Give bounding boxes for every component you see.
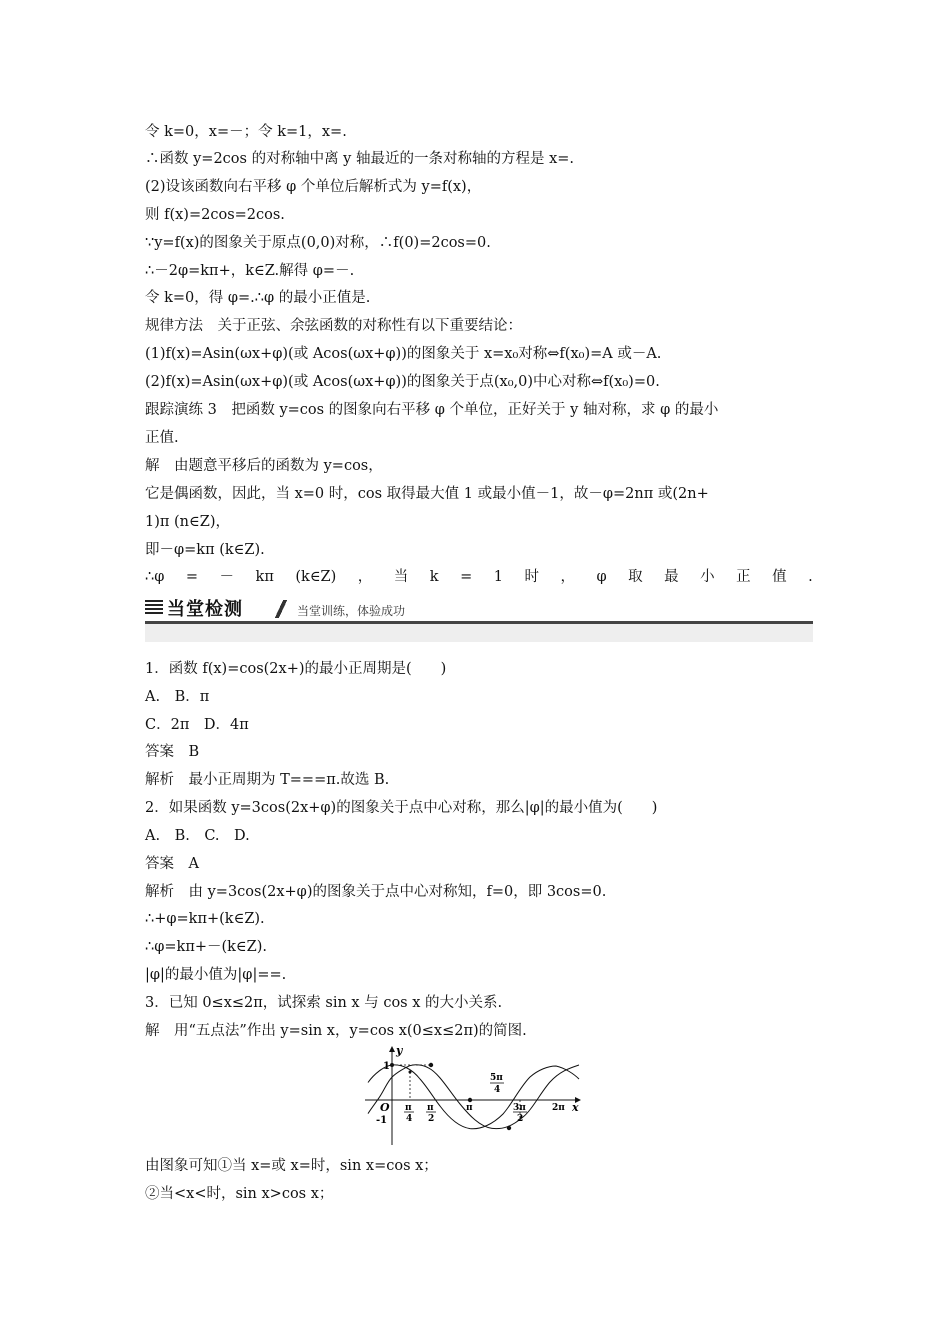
question-2: 2．如果函数 y=3cos(2x+φ)的图象关于点中心对称，那么|φ|的最小值为( ) bbox=[145, 800, 658, 816]
key-point bbox=[468, 1098, 472, 1102]
justified-token: . bbox=[808, 569, 813, 585]
justified-token: 取 bbox=[628, 569, 643, 585]
text-line: ∴φ=kπ+－(k∈Z). bbox=[145, 939, 268, 955]
text-line: (2)f(x)=Asin(ωx+φ)(或 Acos(ωx+φ))的图象关于点(x₀,0)中心对称⇔f(x₀)=0. bbox=[145, 374, 660, 390]
slash-icon bbox=[275, 600, 287, 618]
text-line: 令 k=0，得 φ=.∴φ 的最小正值是. bbox=[145, 290, 371, 306]
analysis-line: 解析 由 y=3cos(2x+φ)的图象关于点中心对称知，f=0，即 3cos=0. bbox=[145, 884, 607, 900]
text-line: ∴+φ=kπ+(k∈Z). bbox=[145, 911, 265, 927]
justified-token: kπ bbox=[255, 569, 274, 585]
text-line: 则 f(x)=2cos=2cos. bbox=[145, 207, 285, 223]
text-line: 1)π (n∈Z)， bbox=[145, 514, 230, 530]
justified-token: 1 bbox=[493, 569, 503, 585]
y-tick-1: 1 bbox=[383, 1061, 390, 1072]
text-line: 由图象可知①当 x=或 x=时，sin x=cos x； bbox=[145, 1158, 438, 1174]
text-line: 即－φ=kπ (k∈Z). bbox=[145, 542, 265, 558]
justified-token: ∴φ bbox=[145, 569, 165, 585]
text-line: 正值. bbox=[145, 430, 179, 446]
justified-token: 时 bbox=[524, 569, 539, 585]
text-line: ∵y=f(x)的图象关于原点(0,0)对称，∴f(0)=2cos=0. bbox=[145, 235, 491, 251]
justified-token: 最 bbox=[664, 569, 679, 585]
practice-heading: 跟踪演练 3 把函数 y=cos 的图象向右平移 φ 个单位，正好关于 y 轴对称，求 φ 的最小 bbox=[145, 402, 719, 418]
justified-token: － bbox=[219, 569, 235, 585]
text-line: ∴－2φ=kπ+，k∈Z.解得 φ=－. bbox=[145, 263, 355, 279]
text-line: |φ|的最小值为|φ|==. bbox=[145, 967, 287, 983]
justified-token: = bbox=[460, 569, 473, 585]
text-line: ②当<x<时，sin x>cos x； bbox=[145, 1186, 334, 1202]
justified-line bbox=[145, 567, 813, 587]
cos-curve bbox=[368, 1065, 579, 1129]
analysis-line: 解析 最小正周期为 T===π.故选 B. bbox=[145, 772, 390, 788]
solution-line: 解 用“五点法”作出 y=sin x，y=cos x(0≤x≤2π)的简图. bbox=[145, 1023, 527, 1039]
tick-3pi-over-2-den: 2 bbox=[517, 1114, 524, 1124]
tick-pi-over-2-num: π bbox=[427, 1103, 434, 1113]
tick-3pi-over-2-num: 3π bbox=[513, 1103, 526, 1113]
stripes-icon bbox=[145, 600, 163, 618]
tick-5pi-over-4-num: 5π bbox=[490, 1073, 503, 1083]
section-band bbox=[145, 624, 813, 642]
section-header bbox=[145, 598, 813, 622]
sin-cos-graph bbox=[360, 1040, 590, 1150]
y-axis-arrow-icon bbox=[389, 1046, 395, 1052]
text-line: 解 由题意平移后的函数为 y=cos， bbox=[145, 458, 383, 474]
justified-token: 正 bbox=[736, 569, 751, 585]
tick-5pi-over-4-den: 4 bbox=[494, 1085, 501, 1095]
justified-token: (k∈Z) bbox=[295, 569, 337, 585]
text-line: 令 k=0，x=－；令 k=1，x=. bbox=[145, 124, 347, 140]
options-line: A. B．π bbox=[145, 689, 210, 705]
answer-line: 答案 B bbox=[145, 744, 200, 760]
origin-label: O bbox=[380, 1101, 390, 1114]
key-point bbox=[409, 1071, 412, 1074]
text-line: ∴函数 y=2cos 的对称轴中离 y 轴最近的一条对称轴的方程是 x=. bbox=[145, 151, 575, 167]
tick-pi-over-4-den: 4 bbox=[406, 1114, 413, 1124]
justified-token: = bbox=[185, 569, 199, 585]
key-point bbox=[390, 1063, 394, 1067]
tick-2pi: 2π bbox=[552, 1103, 565, 1113]
sin-curve bbox=[368, 1065, 579, 1129]
tick-pi-over-4-num: π bbox=[405, 1103, 412, 1113]
justified-token: ， bbox=[560, 569, 575, 585]
key-point bbox=[429, 1063, 433, 1067]
key-point bbox=[507, 1126, 511, 1130]
justified-token: 当 bbox=[393, 569, 409, 585]
tick-pi-over-2-den: 2 bbox=[428, 1114, 435, 1124]
justified-token: k bbox=[429, 569, 439, 585]
question-1: 1．函数 f(x)=cos(2x+)的最小正周期是( ) bbox=[145, 661, 447, 677]
y-tick-neg1: -1 bbox=[376, 1115, 388, 1126]
justified-token: ， bbox=[357, 569, 373, 585]
text-line: (1)f(x)=Asin(ωx+φ)(或 Acos(ωx+φ))的图象关于 x=x₀对称⇔f(x₀)=A 或－A. bbox=[145, 346, 662, 362]
options-line: A. B. C. D. bbox=[145, 828, 250, 844]
y-axis-label: y bbox=[396, 1044, 403, 1057]
method-heading: 规律方法 关于正弦、余弦函数的对称性有以下重要结论： bbox=[145, 318, 522, 334]
text-line: 它是偶函数，因此，当 x=0 时，cos 取得最大值 1 或最小值－1，故－φ=2nπ 或(2n+ bbox=[145, 486, 709, 502]
text-line: (2)设该函数向右平移 φ 个单位后解析式为 y=f(x)， bbox=[145, 179, 482, 195]
x-axis-label: x bbox=[572, 1101, 579, 1114]
question-3: 3．已知 0≤x≤2π，试探索 sin x 与 cos x 的大小关系. bbox=[145, 995, 503, 1011]
section-subtitle: 当堂训练，体验成功 bbox=[297, 604, 406, 618]
section-title: 当堂检测 bbox=[167, 599, 243, 620]
answer-line: 答案 A bbox=[145, 856, 199, 872]
tick-pi: π bbox=[466, 1103, 473, 1113]
justified-token: φ bbox=[596, 569, 607, 585]
options-line: C．2π D．4π bbox=[145, 717, 249, 733]
justified-token: 小 bbox=[700, 569, 715, 585]
justified-token: 值 bbox=[772, 569, 787, 585]
